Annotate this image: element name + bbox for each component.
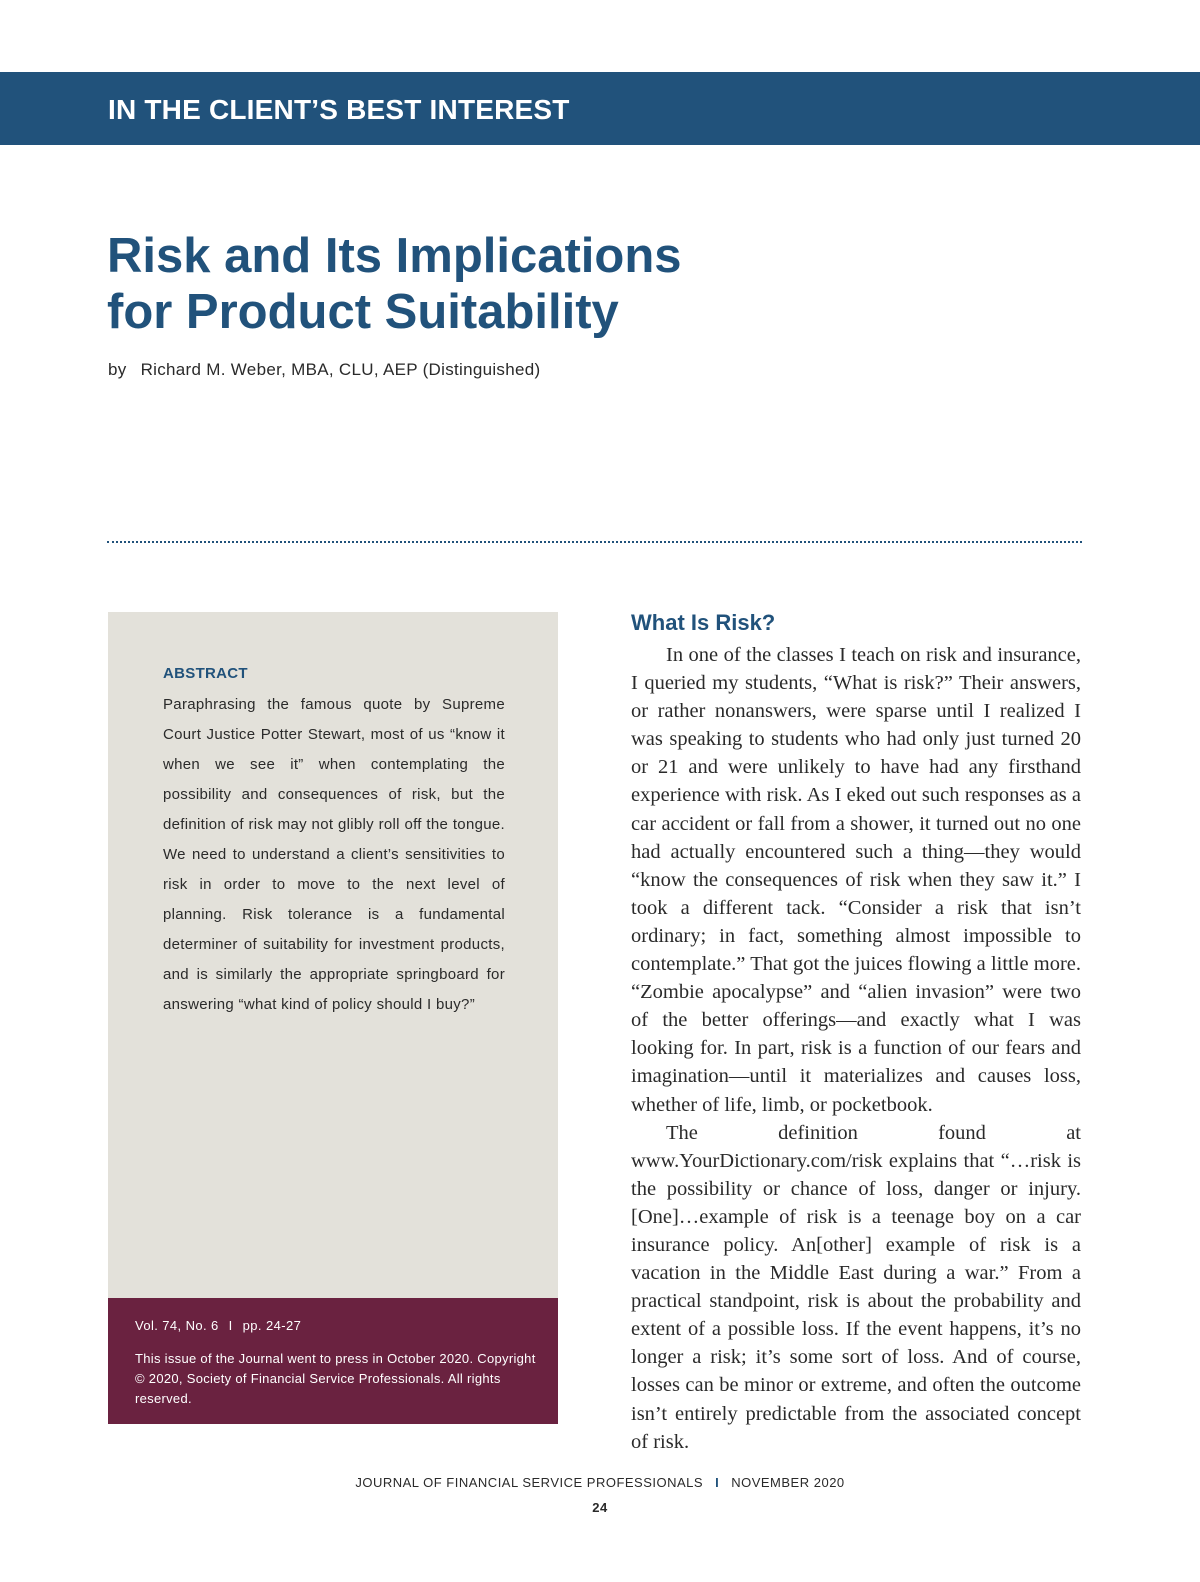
volume-separator: I bbox=[228, 1318, 233, 1333]
byline-prefix: by bbox=[108, 360, 127, 379]
body-paragraph: The definition found at www.YourDictionary.com/risk explains that “…risk is the possibility or chance of loss, danger or injury. [One]…example of risk is a teenage boy on a car insurance policy. An[other] example of risk is a vacation in the Middle East during a war.” From a practical standpoint, risk is about the probability and extent of a possible loss. If the event happens, it’s no longer a risk; it’s some sort of loss. And of course, losses can be minor or extreme, and often the outcome isn’t entirely predictable from the associated concept of risk. bbox=[631, 1121, 1081, 1453]
abstract-text: Paraphrasing the famous quote by Supreme Court Justice Potter Stewart, most of us “know it when we see it” when contemplating the possibility and consequences of risk, but the definition of risk may not glibly roll off the tongue. We need to understand a client’s sensitivities to risk in order to move to the next level of planning. Risk tolerance is a fundamental determiner of suitability for investment products, and is similarly the appropriate springboard for answering “what kind of policy should I buy?” bbox=[163, 696, 505, 1013]
page-range: pp. 24-27 bbox=[242, 1318, 302, 1333]
page-footer bbox=[0, 1475, 1200, 1490]
body-paragraph: In one of the classes I teach on risk and insurance, I queried my students, “What is risk?” Their answers, or rather nonanswers, were sparse until I realized I was speaking to students who had only just turned 20 or 21 and were unlikely to have had any firsthand experience with risk. As I eked out such responses as a car accident or fall from a shower, it turned out no one had actually encountered such a thing—they would “know the consequences of risk when they saw it.” I took a different tack. “Consider a risk that isn’t ordinary; in fact, something almost impossible to contemplate.” That got the juices flowing a little more. “Zombie apocalypse” and “alien invasion” were two of the better offerings—and exactly what I was looking for. In part, risk is a function of our fears and imagination—until it materializes and causes loss, whether of life, limb, or pocketbook. bbox=[631, 644, 1081, 1116]
section-heading: What Is Risk? bbox=[631, 610, 776, 635]
byline bbox=[108, 360, 540, 380]
section-label: IN THE CLIENT’S BEST INTEREST bbox=[108, 94, 570, 125]
article-body bbox=[631, 641, 1081, 1456]
footer-separator: I bbox=[715, 1475, 720, 1490]
article-title-line-2: for Product Suitability bbox=[107, 285, 619, 339]
issue-date: NOVEMBER 2020 bbox=[731, 1475, 845, 1490]
press-note: This issue of the Journal went to press in October 2020. Copyright © 2020, Society of Financial Service Professionals. All rights reserved. bbox=[135, 1351, 536, 1406]
author-name: Richard M. Weber, MBA, CLU, AEP (Distinguished) bbox=[140, 360, 541, 379]
volume-number: Vol. 74, No. 6 bbox=[135, 1318, 219, 1333]
page-number: 24 bbox=[592, 1500, 608, 1515]
article-title-line-1: Risk and Its Implications bbox=[107, 229, 682, 283]
dotted-divider bbox=[107, 541, 1082, 543]
volume-info bbox=[135, 1318, 301, 1333]
abstract-heading: ABSTRACT bbox=[163, 665, 248, 682]
article-title bbox=[107, 228, 682, 340]
journal-name: JOURNAL OF FINANCIAL SERVICE PROFESSIONALS bbox=[355, 1475, 704, 1490]
